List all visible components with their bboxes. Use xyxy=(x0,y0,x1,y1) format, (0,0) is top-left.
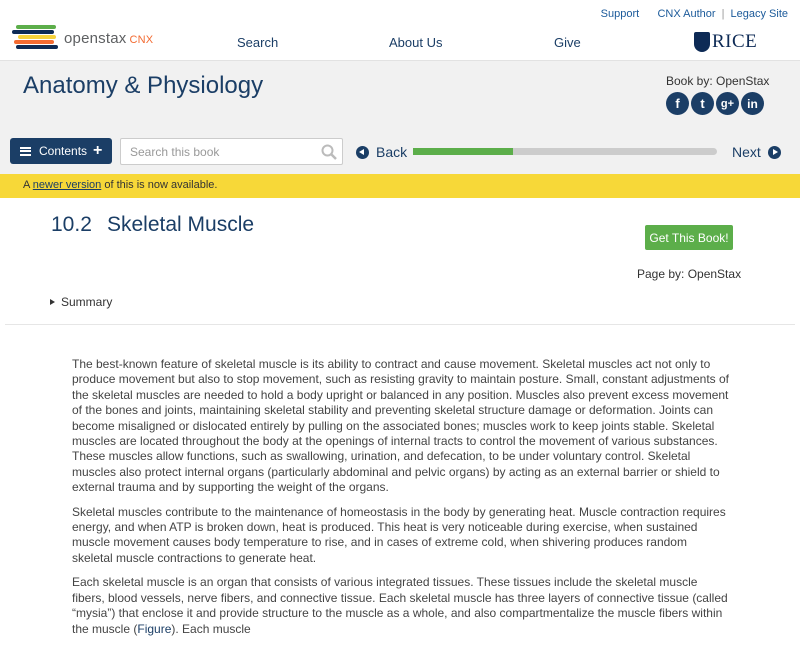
newer-version-notice xyxy=(0,174,800,198)
logo-sub: CNX xyxy=(129,33,154,46)
social-share xyxy=(666,92,764,115)
caret-right-icon xyxy=(50,299,55,305)
back-label: Back xyxy=(376,144,408,160)
openstax-logo[interactable] xyxy=(12,25,153,51)
top-links: Support CNX Author | Legacy Site xyxy=(600,8,788,20)
search-input[interactable] xyxy=(121,139,311,164)
nav-search[interactable]: Search xyxy=(237,35,279,50)
rice-logo-text: RICE xyxy=(712,31,758,52)
back-arrow-icon xyxy=(356,146,369,159)
nav-about-us[interactable]: About Us xyxy=(389,35,443,50)
next-button[interactable] xyxy=(732,144,781,160)
logo-text: openstax CNX xyxy=(64,29,154,47)
book-title: Anatomy & Physiology xyxy=(23,72,264,99)
paragraph-3: Each skeletal muscle is an organ that consists of various integrated tissues. These tissues include the skeletal muscle fibers, blood vessels, nerve fibers, and connective tissue. Each skeletal muscle has three layers of connective tissue (called “mysia”) that enclose it and provide structure to the muscle as a whole, and also compartmentalize the muscle fibers within the muscle (Figure). Each muscle xyxy=(72,575,728,636)
page-author: Page by: OpenStax xyxy=(637,267,742,281)
summary-label: Summary xyxy=(61,295,113,309)
rice-shield-icon xyxy=(694,32,710,52)
figure-link[interactable]: Figure xyxy=(137,621,172,636)
divider xyxy=(5,324,795,325)
progress-fill xyxy=(413,148,513,155)
newer-version-link[interactable]: newer version xyxy=(32,179,102,191)
plus-icon: + xyxy=(93,142,103,159)
facebook-icon[interactable]: f xyxy=(666,92,689,115)
rice-logo[interactable] xyxy=(694,31,757,53)
paragraph-1: The best-known feature of skeletal muscle is its ability to contract and cause movement. Skeletal muscles act not only to produce movement but also to stop movement, such as resisting gravity to maintain posture. Small, constant adjustments of the skeletal muscles are needed to hold a body upright or balanced in any position. Muscles also prevent excess movement of the bones and joints, maintaining skeletal stability and preventing skeletal structure damage or deformation. Joints can become misaligned or dislocated entirely by pulling on the associated bones; muscles work to keep joints stable. Skeletal muscles are located throughout the body at the openings of internal tracts to control the movement of various substances. These muscles allow functions, such as swallowing, urination, and defecation, to be under voluntary control. Skeletal muscles also protect internal organs (particularly abdominal and pelvic organs) by acting as an external barrier or shield to external trauma and by supporting the weight of the organs. xyxy=(72,357,729,495)
contents-button[interactable] xyxy=(10,138,112,164)
get-this-book-button[interactable]: Get This Book! xyxy=(645,225,733,250)
contents-label: Contents xyxy=(39,144,88,158)
top-header xyxy=(0,0,800,60)
book-stack-icon xyxy=(12,25,58,51)
nav-give[interactable]: Give xyxy=(554,35,581,50)
search-box xyxy=(120,138,343,165)
legacy-site-link[interactable]: Legacy Site xyxy=(730,8,788,20)
book-author: Book by: OpenStax xyxy=(666,74,770,88)
paragraph-2: Skeletal muscles contribute to the maintenance of homeostasis in the body by generating heat. Muscle contraction requires energy, and when ATP is broken down, heat is produced. This heat is very noticeable during exercise, when sustained muscle movement causes body temperature to rise, and in cases of extreme cold, when shivering produces random skeletal muscle contractions to generate heat. xyxy=(72,504,726,565)
book-progress-bar xyxy=(413,148,717,155)
notice-prefix: A xyxy=(23,179,33,191)
book-header xyxy=(0,60,800,174)
linkedin-icon[interactable]: in xyxy=(741,92,764,115)
twitter-icon[interactable]: t xyxy=(691,92,714,115)
next-arrow-icon xyxy=(768,146,781,159)
search-icon[interactable] xyxy=(321,144,337,160)
cnx-author-link[interactable]: CNX Author xyxy=(657,8,716,20)
google-plus-icon[interactable]: g+ xyxy=(716,92,739,115)
notice-suffix: of this is now available. xyxy=(101,179,218,191)
list-icon xyxy=(20,147,31,156)
next-label: Next xyxy=(732,144,761,160)
section-number: 10.2 xyxy=(51,213,92,236)
section-title: Skeletal Muscle xyxy=(107,213,255,236)
back-button[interactable] xyxy=(356,144,407,160)
summary-toggle[interactable] xyxy=(50,295,112,309)
article-body xyxy=(72,357,729,646)
support-link[interactable]: Support xyxy=(600,8,640,20)
